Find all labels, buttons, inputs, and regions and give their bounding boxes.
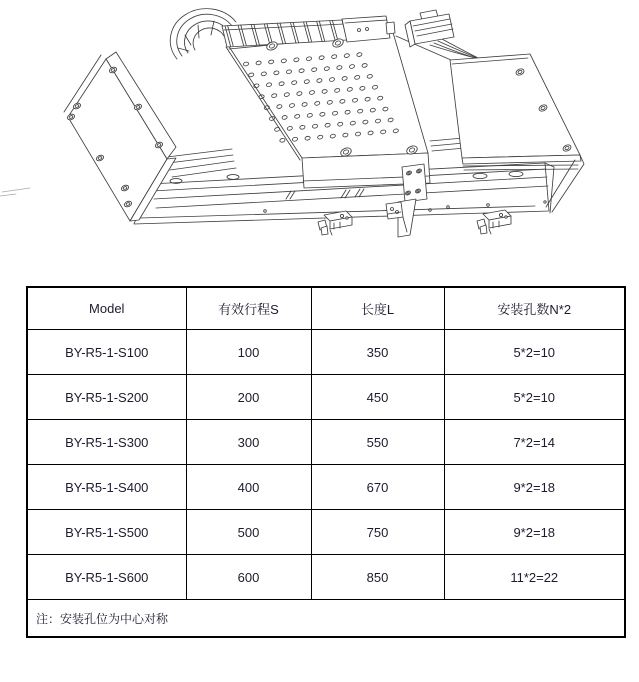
table-row xyxy=(27,510,625,555)
stroke-cell: 300 xyxy=(186,420,311,465)
technical-drawing xyxy=(0,0,639,272)
holes-cell: 7*2=14 xyxy=(444,420,625,465)
edge-artifact xyxy=(0,188,30,196)
header-row xyxy=(27,287,625,330)
model-cell: BY-R5-1-S500 xyxy=(27,510,186,555)
drawing-area xyxy=(0,0,639,272)
stroke-cell: 200 xyxy=(186,375,311,420)
length-cell: 450 xyxy=(311,375,444,420)
model-cell: BY-R5-1-S200 xyxy=(27,375,186,420)
note-row xyxy=(27,600,625,638)
table-row xyxy=(27,375,625,420)
header-cell-holes: 安装孔数N*2 xyxy=(444,287,625,330)
table-row xyxy=(27,420,625,465)
holes-cell: 5*2=10 xyxy=(444,330,625,375)
length-cell: 670 xyxy=(311,465,444,510)
holes-cell: 9*2=18 xyxy=(444,510,625,555)
sensor-clamp-right xyxy=(477,210,511,234)
table-row xyxy=(27,330,625,375)
length-cell: 550 xyxy=(311,420,444,465)
stroke-cell: 400 xyxy=(186,465,311,510)
length-cell: 750 xyxy=(311,510,444,555)
holes-cell: 5*2=10 xyxy=(444,375,625,420)
holes-cell: 9*2=18 xyxy=(444,465,625,510)
stroke-cell: 500 xyxy=(186,510,311,555)
length-cell: 350 xyxy=(311,330,444,375)
chain-end-box xyxy=(342,16,395,42)
model-cell: BY-R5-1-S600 xyxy=(27,555,186,600)
model-cell: BY-R5-1-S400 xyxy=(27,465,186,510)
length-cell: 850 xyxy=(311,555,444,600)
holes-cell: 11*2=22 xyxy=(444,555,625,600)
stroke-cell: 600 xyxy=(186,555,311,600)
table-row xyxy=(27,555,625,600)
stroke-cell: 100 xyxy=(186,330,311,375)
header-cell-stroke: 有效行程S xyxy=(186,287,311,330)
note-cell: 注：安装孔位为中心对称 xyxy=(27,600,625,638)
header-cell-model: Model xyxy=(27,287,186,330)
table-row xyxy=(27,465,625,510)
model-cell: BY-R5-1-S300 xyxy=(27,420,186,465)
model-cell: BY-R5-1-S100 xyxy=(27,330,186,375)
spec-table xyxy=(26,286,626,638)
header-cell-length: 长度L xyxy=(311,287,444,330)
carriage-plate xyxy=(226,29,430,188)
